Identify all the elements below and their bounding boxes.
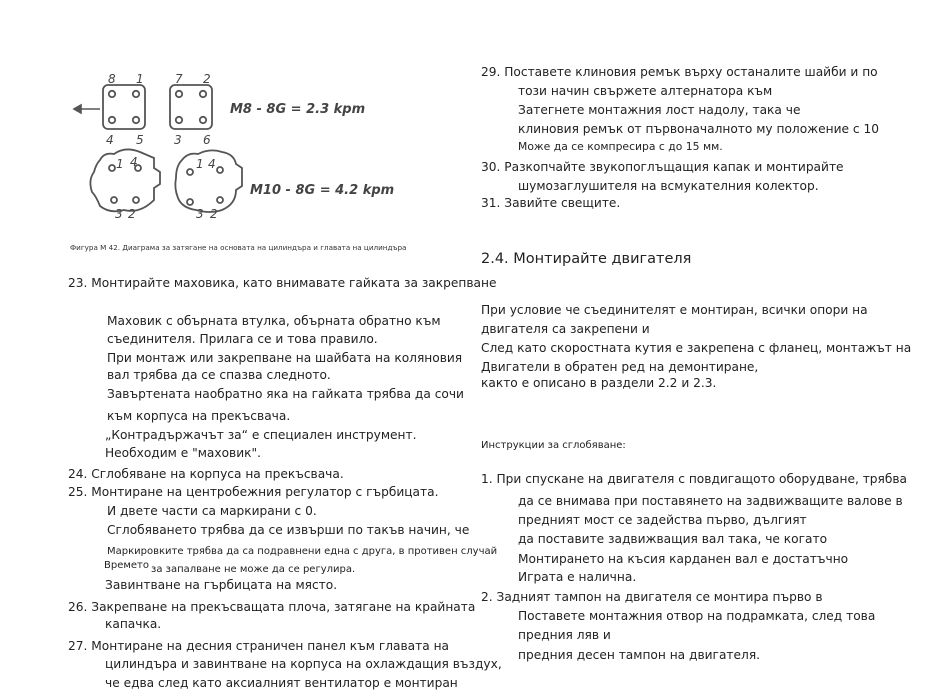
left-line: Маховик с обърната втулка, обърната обратно към bbox=[107, 314, 441, 328]
spec-m10: M10 - 8G = 4.2 kpm bbox=[250, 183, 395, 198]
step-25-heading: 25. Монтиране на центробежния регулатор с гърбицата. bbox=[68, 485, 439, 499]
step-27-heading: 27. Монтиране на десния страничен панел към главата на bbox=[68, 639, 450, 653]
left-line: съединителя. Прилага се и това правило. bbox=[107, 332, 378, 346]
right-line: този начин свържете алтернатора към bbox=[518, 84, 773, 98]
right-line: както е описано в раздели 2.2 и 2.3. bbox=[481, 376, 717, 390]
instruction-2-heading: 2. Задният тампон на двигателя се монтира първо в bbox=[481, 590, 823, 604]
bolt-number-2: 2 bbox=[203, 72, 211, 86]
left-line: Завинтване на гърбицата на място. bbox=[105, 578, 338, 592]
left-line: „Контрадържачът за“ е специален инструмент. bbox=[105, 428, 417, 442]
cylinder-base-block-right bbox=[170, 85, 212, 129]
left-line-small: Времето bbox=[104, 560, 149, 571]
bolt-number-1-c: 1 bbox=[196, 157, 204, 171]
left-line: Завъртената наобратно яка на гайката трябва да сочи bbox=[107, 387, 464, 401]
bolt-number-4: 4 bbox=[106, 133, 114, 147]
left-line: към корпуса на прекъсвача. bbox=[107, 409, 291, 423]
right-line: предния ляв и bbox=[518, 628, 611, 642]
step-23-heading: 23. Монтирайте маховика, като внимавате гайката за закрепване bbox=[68, 276, 497, 290]
left-line: вал трябва да се спазва следното. bbox=[107, 368, 331, 382]
cylinder-base-block-left bbox=[103, 85, 145, 129]
right-line: Поставете монтажния отвор на подрамката, след това bbox=[518, 609, 876, 623]
bolt-number-8: 8 bbox=[108, 72, 116, 86]
right-line: Затегнете монтажния лост надолу, така че bbox=[518, 103, 801, 117]
arrow-left-icon bbox=[74, 105, 100, 113]
bolt-number-3-c: 3 bbox=[196, 207, 204, 221]
right-line: Монтирането на късия карданен вал е достатъчно bbox=[518, 552, 849, 566]
step-31-heading: 31. Завийте свещите. bbox=[481, 196, 621, 210]
left-line: Необходим е "маховик". bbox=[105, 446, 261, 460]
left-line: че едва след като аксиалният вентилатор е монтиран bbox=[105, 676, 458, 690]
bolt-number-2-c: 2 bbox=[210, 207, 218, 221]
section-heading-2-4: 2.4. Монтирайте двигателя bbox=[481, 251, 692, 267]
right-line: предния десен тампон на двигателя. bbox=[518, 648, 761, 662]
torque-diagram bbox=[70, 68, 400, 232]
right-line: клиновия ремък от първоначалното му положение с 10 bbox=[518, 122, 879, 136]
bolt-number-4-c: 4 bbox=[208, 157, 216, 171]
bolt-number-5: 5 bbox=[136, 133, 144, 147]
bolt-number-1-b: 1 bbox=[116, 157, 124, 171]
right-line: Играта е налична. bbox=[518, 570, 637, 584]
left-line: цилиндъра и завинтване на корпуса на охлаждащия въздух, bbox=[105, 657, 502, 671]
right-line: да се внимава при поставянето на задвижващите валове в bbox=[518, 494, 903, 508]
step-24-heading: 24. Сглобяване на корпуса на прекъсвача. bbox=[68, 467, 344, 481]
spec-m8: M8 - 8G = 2.3 kpm bbox=[230, 102, 366, 117]
left-line-small: за запалване не може да се регулира. bbox=[151, 564, 356, 575]
cylinder-head-left bbox=[90, 149, 160, 211]
right-line: предният мост се задейства първо, дългият bbox=[518, 513, 807, 527]
left-line: Сглобяването трябва да се извърши по такъв начин, че bbox=[107, 523, 470, 537]
right-line: да поставите задвижващия вал така, че когато bbox=[518, 532, 828, 546]
assembly-instructions-label: Инструкции за сглобяване: bbox=[481, 440, 626, 451]
right-line: След като скоростната кутия е закрепена с фланец, монтажът на bbox=[481, 341, 912, 355]
bolt-number-3-b: 3 bbox=[115, 207, 123, 221]
right-line: Може да се компресира с до 15 мм. bbox=[518, 140, 723, 153]
instruction-1-heading: 1. При спускане на двигателя с повдигащото оборудване, трябва bbox=[481, 472, 908, 486]
step-30-heading: 30. Разкопчайте звукопоглъщащия капак и монтирайте bbox=[481, 160, 844, 174]
bolt-number-2-b: 2 bbox=[128, 207, 136, 221]
right-line: шумозаглушителя на всмукателния колектор. bbox=[518, 179, 819, 193]
right-line: При условие че съединителят е монтиран, всички опори на bbox=[481, 303, 868, 317]
left-line-small: Маркировките трябва да са подравнени една с друга, в противен случай bbox=[107, 546, 498, 557]
left-line: И двете части са маркирани с 0. bbox=[107, 504, 317, 518]
step-26-heading: 26. Закрепване на прекъсващата плоча, затягане на крайната bbox=[68, 600, 476, 614]
right-line: двигателя са закрепени и bbox=[481, 322, 650, 336]
bolt-number-7: 7 bbox=[175, 72, 183, 86]
left-line: капачка. bbox=[105, 617, 162, 631]
figure-caption: Фигура М 42. Диаграма за затягане на основата на цилиндъра и главата на цилиндъра bbox=[70, 243, 407, 252]
step-29-heading: 29. Поставете клиновия ремък върху останалите шайби и по bbox=[481, 65, 878, 79]
left-line: При монтаж или закрепване на шайбата на коляновия bbox=[107, 351, 463, 365]
bolt-number-3: 3 bbox=[174, 133, 182, 147]
bolt-number-1: 1 bbox=[136, 72, 144, 86]
right-line: Двигатели в обратен ред на демонтиране, bbox=[481, 360, 759, 374]
bolt-number-4-b: 4 bbox=[130, 155, 138, 169]
bolt-number-6: 6 bbox=[203, 133, 211, 147]
